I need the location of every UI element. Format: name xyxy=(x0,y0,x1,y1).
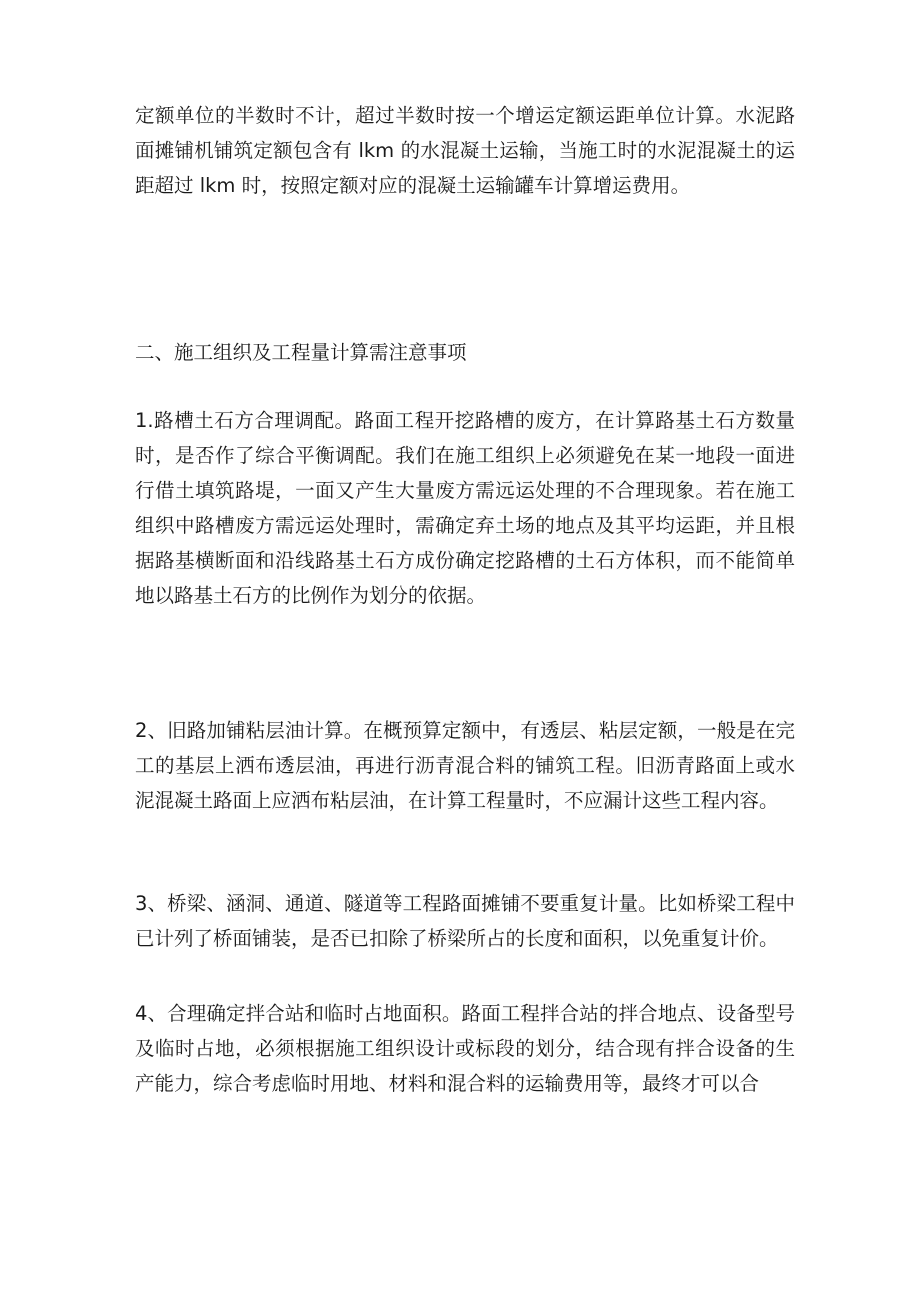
intro-paragraph: 定额单位的半数时不计，超过半数时按一个增运定额运距单位计算。水泥路面摊铺机铺筑定额包含有 lkm 的水混凝土运输，当施工时的水泥混凝土的运距超过 lkm 时，按照定额对应的混凝土运输罐车计算增运费用。 xyxy=(135,104,795,197)
list-item-4: 4、合理确定拌合站和临时占地面积。路面工程拌合站的拌合地点、设备型号及临时占地，必须根据施工组织设计或标段的划分，结合现有拌合设备的生产能力，综合考虑临时用地、材料和混合料的运输费用等，最终才可以合 xyxy=(135,1002,795,1095)
list-item-2: 2、旧路加铺粘层油计算。在概预算定额中，有透层、粘层定额，一般是在完工的基层上洒布透层油，再进行沥青混合料的铺筑工程。旧沥青路面上或水泥混凝土路面上应洒布粘层油，在计算工程量时，不应漏计这些工程内容。 xyxy=(135,719,795,812)
list-item-1: 1.路槽土石方合理调配。路面工程开挖路槽的废方，在计算路基土石方数量时，是否作了综合平衡调配。我们在施工组织上必须避免在某一地段一面进行借土填筑路堤，一面又产生大量废方需远运处理的不合理现象。若在施工组织中路槽废方需远运处理时，需确定弃土场的地点及其平均运距，并且根据路基横断面和沿线路基土石方成份确定挖路槽的土石方体积，而不能简单地以路基土石方的比例作为划分的依据。 xyxy=(135,409,795,607)
list-item-3: 3、桥梁、涵洞、通道、隧道等工程路面摊铺不要重复计量。比如桥梁工程中已计列了桥面铺装，是否已扣除了桥梁所占的长度和面积，以免重复计价。 xyxy=(135,892,795,950)
section-heading: 二、施工组织及工程量计算需注意事项 xyxy=(135,341,467,364)
